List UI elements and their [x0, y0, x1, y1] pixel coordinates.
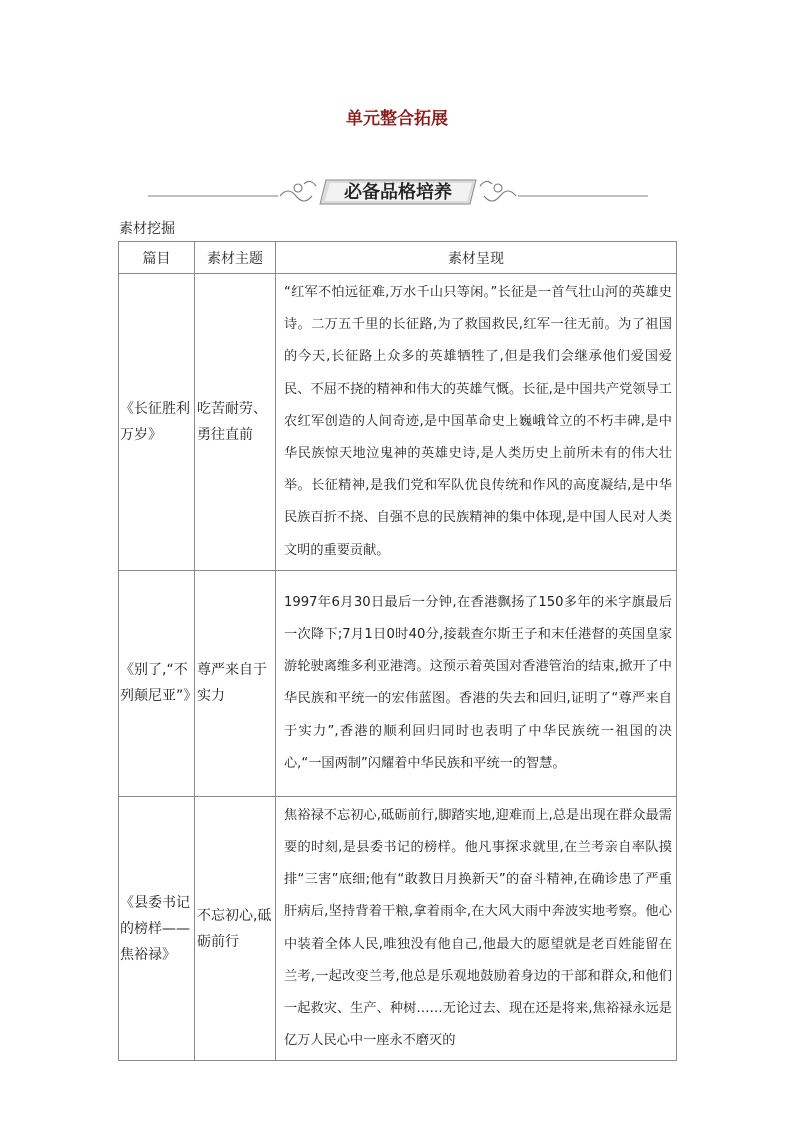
piece-cell: [119, 796, 195, 1061]
banner-title: 必备品格培养: [344, 182, 452, 203]
header-content: 素材呈现: [276, 242, 677, 274]
piece-title: 《县委书记的榜样——焦裕禄》: [120, 894, 190, 963]
table-row: [119, 796, 677, 1061]
theme-text: 不忘初心,砥砺前行: [197, 907, 272, 950]
theme-text: 吃苦耐劳、勇往直前: [197, 400, 267, 443]
header-piece: 篇目: [119, 242, 195, 274]
table-header-row: [119, 242, 677, 274]
theme-cell: [195, 570, 276, 796]
piece-title: 《别了,“不列颠尼亚”》: [120, 662, 198, 705]
materials-table: [118, 241, 677, 1061]
theme-cell: [195, 274, 276, 571]
unit-title: 单元整合拓展: [346, 109, 448, 129]
content-cell: 1997年6月30日最后一分钟,在香港飘扬了150多年的米字旗最后一次降下;7月1日0时40分,接载查尔斯王子和末任港督的英国皇家游轮驶离维多利亚港湾。这预示着英国对香港管治的结束,掀开了中华民族和平统一的宏伟蓝图。香港的失去和回归,证明了“尊严来自于实力”,香港的顺利回归同时也表明了中华民族统一祖国的决心,“一国两制”闪耀着中华民族和平统一的智慧。: [276, 570, 677, 796]
table-row: [119, 274, 677, 571]
content-cell: “红军不怕远征难,万水千山只等闲。”长征是一首气壮山河的英雄史诗。二万五千里的长征路,为了救国救民,红军一往无前。为了祖国的今天,长征路上众多的英雄牺牲了,但是我们会继承他们爱国爱民、不屈不挠的精神和伟大的英雄气慨。长征,是中国共产党领导工农红军创造的人间奇迹,是中国革命史上巍峨耸立的不朽丰碑,是中华民族惊天地泣鬼神的英雄史诗,是人类历史上前所未有的伟大壮举。长征精神,是我们党和军队优良传统和作风的高度凝结,是中华民族百折不挠、自强不息的民族精神的集中体现,是中国人民对人类文明的重要贡献。: [276, 274, 677, 571]
piece-cell: [119, 274, 195, 571]
header-theme: 素材主题: [195, 242, 276, 274]
section-banner: [148, 174, 648, 208]
piece-cell: [119, 570, 198, 796]
theme-text: 尊严来自于实力: [197, 662, 267, 705]
theme-cell: [195, 796, 276, 1061]
section-label: 素材挖掘: [119, 221, 175, 237]
piece-title: 《长征胜利万岁》: [120, 400, 190, 443]
content-cell: 焦裕禄不忘初心,砥砺前行,脚踏实地,迎难而上,总是出现在群众最需要的时刻,是县委书记的榜样。他凡事探求就里,在兰考亲自率队摸排“三害”底细;他有“敢教日月换新天”的奋斗精神,在确诊患了严重肝病后,坚持背着干粮,拿着雨伞,在大风大雨中奔波实地考察。他心中装着全体人民,唯独没有他自己,他最大的愿望就是老百姓能留在兰考,一起改变兰考,他总是乐观地鼓励着身边的干部和群众,和他们一起救灾、生产、种树……无论过去、现在还是将来,焦裕禄永远是亿万人民心中一座永不磨灭的: [276, 796, 677, 1061]
table-row: [119, 570, 677, 796]
